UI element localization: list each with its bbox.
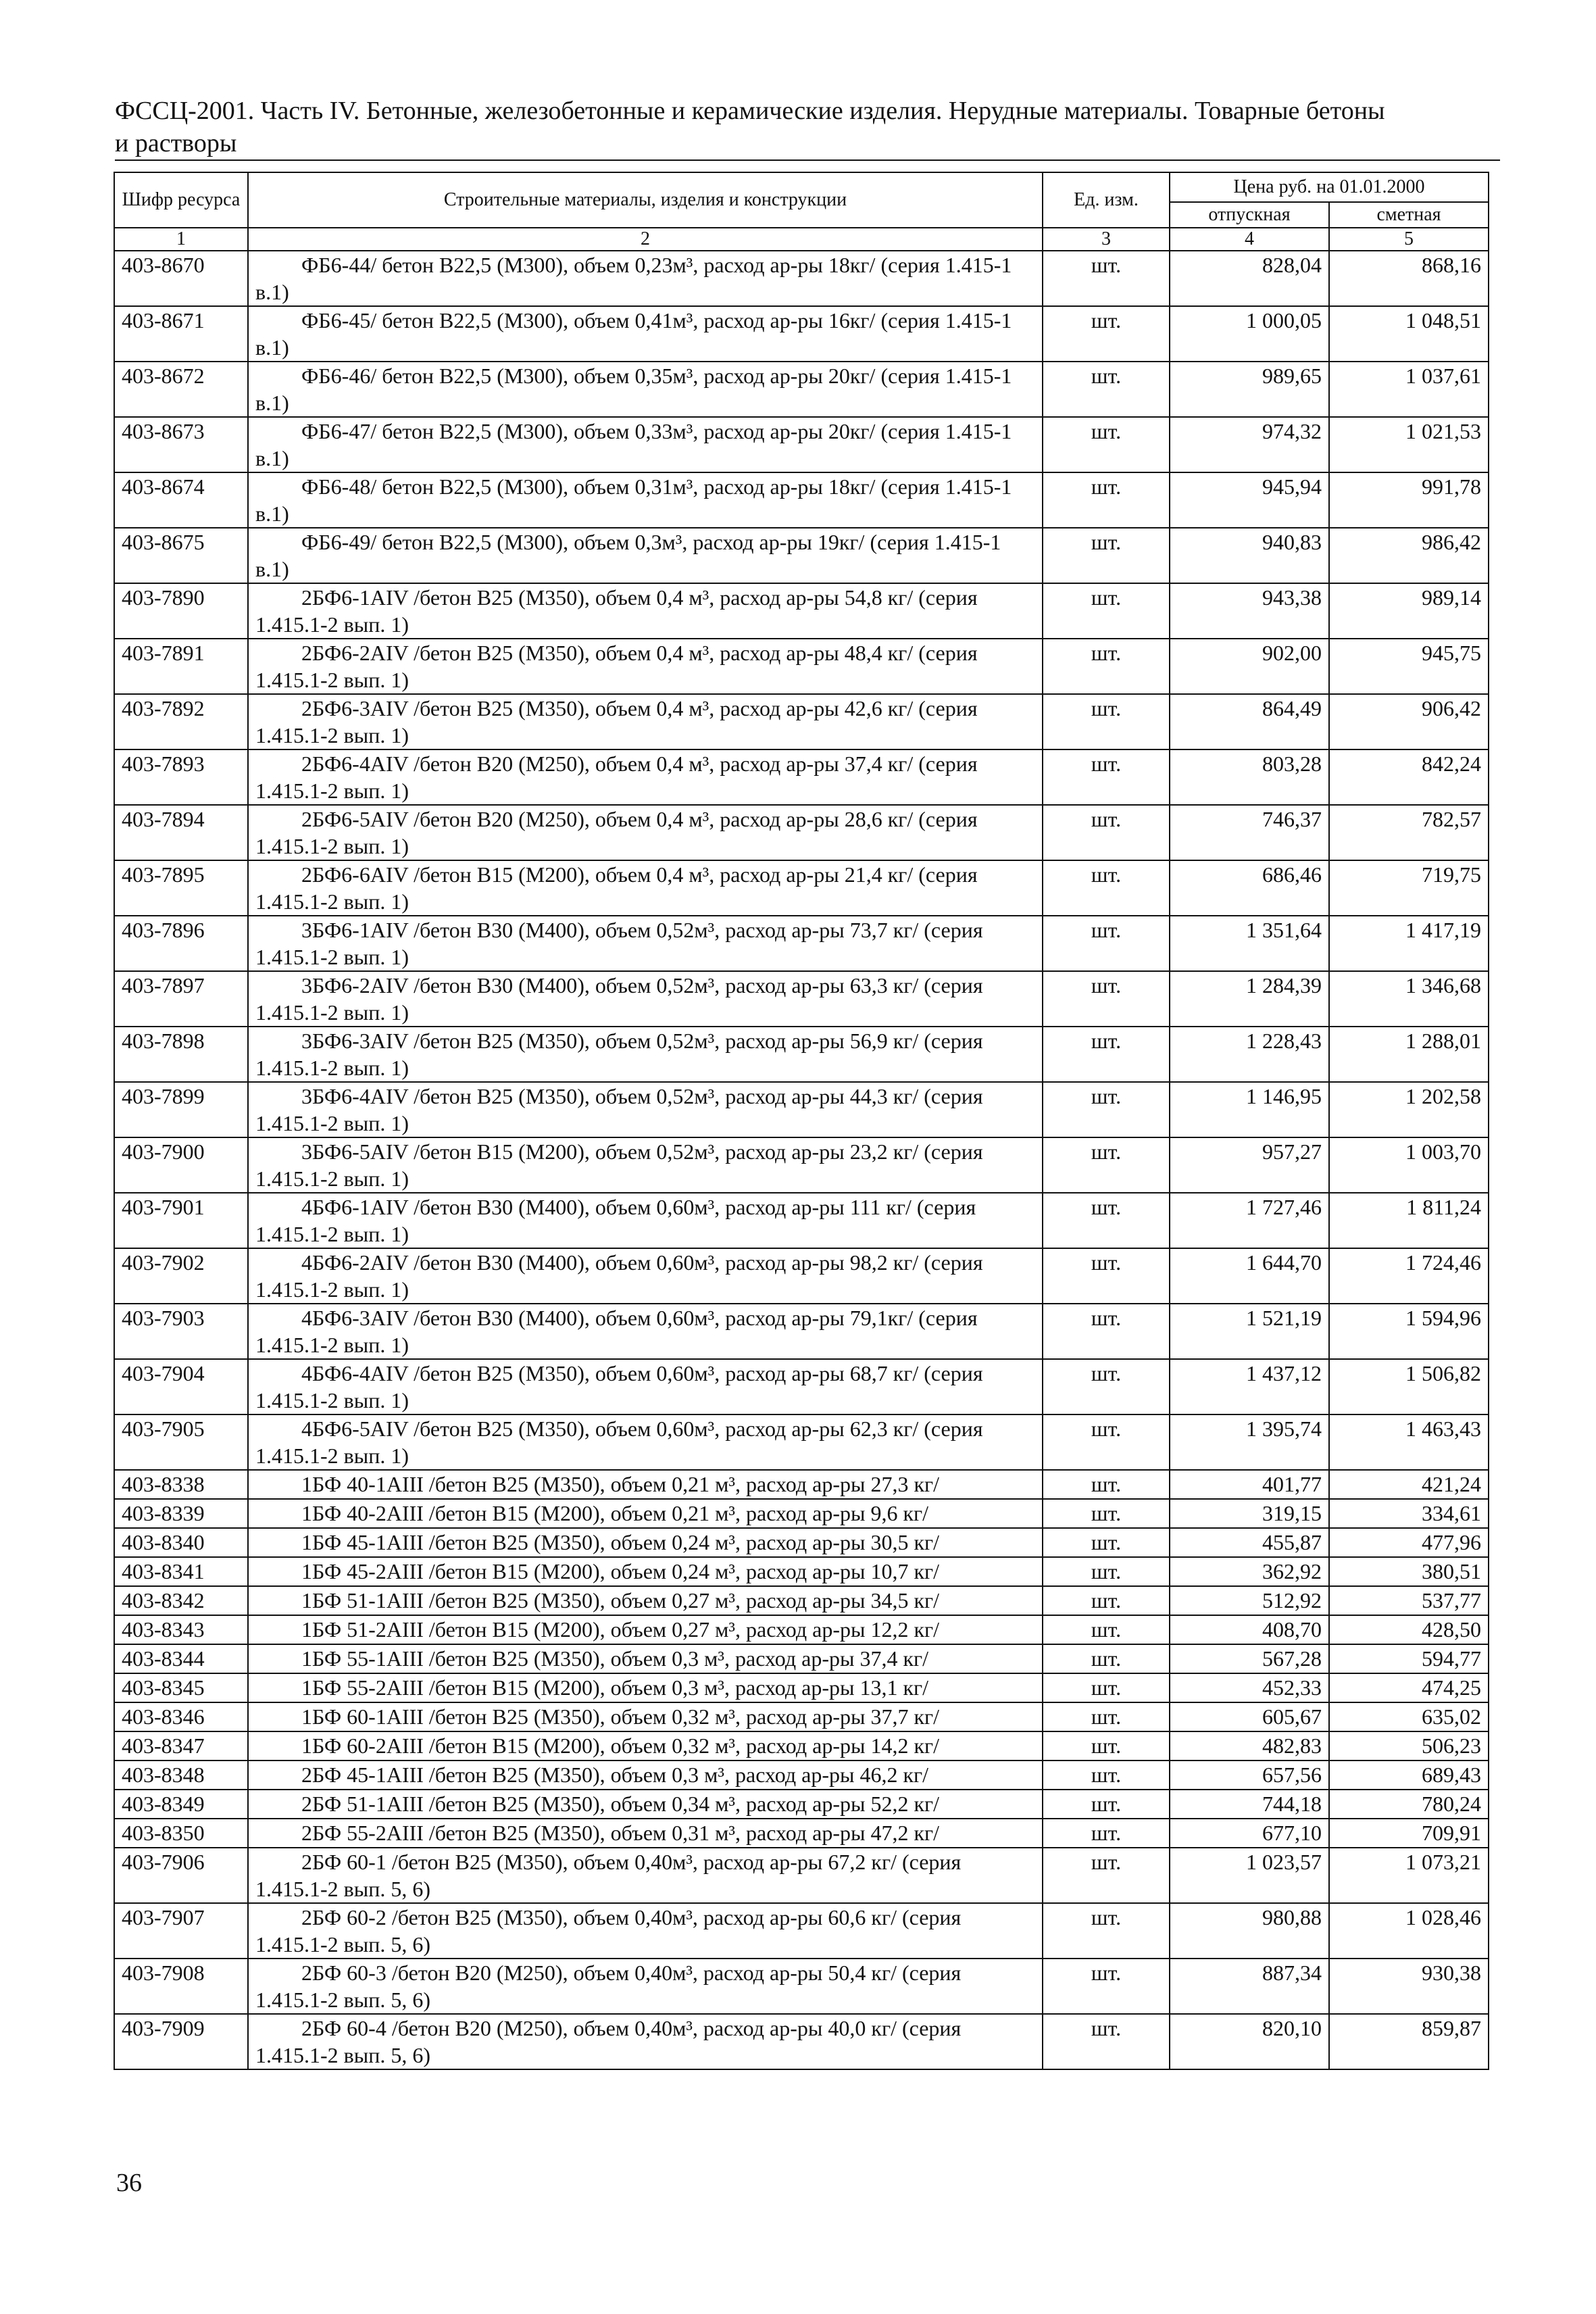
unit-cell: шт. xyxy=(1043,528,1170,583)
table-row xyxy=(114,749,1489,805)
material-name-cell: 2БФ 51-1AIII /бетон B25 (М350), объем 0,34 м³, расход ар-ры 52,2 кг/ xyxy=(248,1790,1043,1819)
resource-code-cell: 403-8343 xyxy=(114,1615,248,1644)
release-price-cell: 362,92 xyxy=(1170,1557,1329,1586)
unit-cell: шт. xyxy=(1043,1903,1170,1959)
release-price-cell: 980,88 xyxy=(1170,1903,1329,1959)
table-row xyxy=(114,639,1489,694)
release-price-cell: 677,10 xyxy=(1170,1819,1329,1848)
table-row xyxy=(114,1586,1489,1615)
material-name-cell: 2БФ6-5AIV /бетон B20 (М250), объем 0,4 м³, расход ар-ры 28,6 кг/ (серия 1.415.1-2 вып. 1) xyxy=(248,805,1043,860)
material-name-cell: 3БФ6-4AIV /бетон B25 (М350), объем 0,52м³, расход ар-ры 44,3 кг/ (серия 1.415.1-2 вып. 1) xyxy=(248,1082,1043,1137)
column-number: 5 xyxy=(1329,228,1489,251)
release-price-cell: 803,28 xyxy=(1170,749,1329,805)
resource-code-cell: 403-8346 xyxy=(114,1702,248,1731)
release-price-cell: 989,65 xyxy=(1170,362,1329,417)
unit-cell: шт. xyxy=(1043,1248,1170,1304)
estimate-price-cell: 1 594,96 xyxy=(1329,1304,1489,1359)
material-name-cell: 1БФ 45-1AIII /бетон B25 (М350), объем 0,24 м³, расход ар-ры 30,5 кг/ xyxy=(248,1528,1043,1557)
release-price-cell: 482,83 xyxy=(1170,1731,1329,1761)
estimate-price-cell: 1 346,68 xyxy=(1329,971,1489,1027)
material-name-cell: 1БФ 60-1AIII /бетон B25 (М350), объем 0,32 м³, расход ар-ры 37,7 кг/ xyxy=(248,1702,1043,1731)
material-name-cell: 4БФ6-2AIV /бетон B30 (М400), объем 0,60м³, расход ар-ры 98,2 кг/ (серия 1.415.1-2 вып. 1) xyxy=(248,1248,1043,1304)
unit-cell: шт. xyxy=(1043,2014,1170,2069)
material-name-cell: 4БФ6-5AIV /бетон B25 (М350), объем 0,60м³, расход ар-ры 62,3 кг/ (серия 1.415.1-2 вып. 1) xyxy=(248,1414,1043,1470)
header-estimate: сметная xyxy=(1329,202,1489,228)
table-row xyxy=(114,805,1489,860)
table-row xyxy=(114,1470,1489,1499)
table-row xyxy=(114,1248,1489,1304)
table-row xyxy=(114,694,1489,749)
material-name-cell: 1БФ 55-1AIII /бетон B25 (М350), объем 0,3 м³, расход ар-ры 37,4 кг/ xyxy=(248,1644,1043,1673)
release-price-cell: 864,49 xyxy=(1170,694,1329,749)
estimate-price-cell: 780,24 xyxy=(1329,1790,1489,1819)
resource-code-cell: 403-7899 xyxy=(114,1082,248,1137)
unit-cell: шт. xyxy=(1043,1848,1170,1903)
release-price-cell: 401,77 xyxy=(1170,1470,1329,1499)
estimate-price-cell: 506,23 xyxy=(1329,1731,1489,1761)
unit-cell: шт. xyxy=(1043,1359,1170,1414)
material-name-cell: ФБ6-47/ бетон B22,5 (М300), объем 0,33м³, расход ар-ры 20кг/ (серия 1.415-1 в.1) xyxy=(248,417,1043,472)
table-row xyxy=(114,472,1489,528)
table-row xyxy=(114,1790,1489,1819)
release-price-cell: 940,83 xyxy=(1170,528,1329,583)
release-price-cell: 1 023,57 xyxy=(1170,1848,1329,1903)
table-row xyxy=(114,1304,1489,1359)
table-row xyxy=(114,583,1489,639)
estimate-price-cell: 428,50 xyxy=(1329,1615,1489,1644)
estimate-price-cell: 991,78 xyxy=(1329,472,1489,528)
material-name-cell: 3БФ6-2AIV /бетон B30 (М400), объем 0,52м³, расход ар-ры 63,3 кг/ (серия 1.415.1-2 вып. 1) xyxy=(248,971,1043,1027)
resource-code-cell: 403-8675 xyxy=(114,528,248,583)
resource-code-cell: 403-8340 xyxy=(114,1528,248,1557)
material-name-cell: 2БФ6-1AIV /бетон B25 (М350), объем 0,4 м³, расход ар-ры 54,8 кг/ (серия 1.415.1-2 вып. 1) xyxy=(248,583,1043,639)
release-price-cell: 1 521,19 xyxy=(1170,1304,1329,1359)
resource-code-cell: 403-7902 xyxy=(114,1248,248,1304)
release-price-cell: 455,87 xyxy=(1170,1528,1329,1557)
release-price-cell: 408,70 xyxy=(1170,1615,1329,1644)
unit-cell: шт. xyxy=(1043,1959,1170,2014)
unit-cell: шт. xyxy=(1043,1644,1170,1673)
material-name-cell: 1БФ 51-1AIII /бетон B25 (М350), объем 0,27 м³, расход ар-ры 34,5 кг/ xyxy=(248,1586,1043,1615)
unit-cell: шт. xyxy=(1043,1702,1170,1731)
unit-cell: шт. xyxy=(1043,749,1170,805)
release-price-cell: 902,00 xyxy=(1170,639,1329,694)
unit-cell: шт. xyxy=(1043,1304,1170,1359)
table-row xyxy=(114,1137,1489,1193)
release-price-cell: 1 437,12 xyxy=(1170,1359,1329,1414)
estimate-price-cell: 1 724,46 xyxy=(1329,1248,1489,1304)
estimate-price-cell: 1 202,58 xyxy=(1329,1082,1489,1137)
table-row xyxy=(114,1819,1489,1848)
estimate-price-cell: 930,38 xyxy=(1329,1959,1489,2014)
material-name-cell: 1БФ 40-2AIII /бетон B15 (М200), объем 0,21 м³, расход ар-ры 9,6 кг/ xyxy=(248,1499,1043,1528)
release-price-cell: 974,32 xyxy=(1170,417,1329,472)
material-name-cell: 1БФ 55-2AIII /бетон B15 (М200), объем 0,3 м³, расход ар-ры 13,1 кг/ xyxy=(248,1673,1043,1702)
resource-code-cell: 403-7892 xyxy=(114,694,248,749)
unit-cell: шт. xyxy=(1043,1819,1170,1848)
material-name-cell: 2БФ 60-4 /бетон B20 (М250), объем 0,40м³, расход ар-ры 40,0 кг/ (серия 1.415.1-2 вып. 5, 6) xyxy=(248,2014,1043,2069)
resource-code-cell: 403-8673 xyxy=(114,417,248,472)
unit-cell: шт. xyxy=(1043,639,1170,694)
unit-cell: шт. xyxy=(1043,1027,1170,1082)
unit-cell: шт. xyxy=(1043,1193,1170,1248)
resource-code-cell: 403-8670 xyxy=(114,251,248,306)
resource-code-cell: 403-7909 xyxy=(114,2014,248,2069)
table-row xyxy=(114,306,1489,362)
estimate-price-cell: 906,42 xyxy=(1329,694,1489,749)
release-price-cell: 820,10 xyxy=(1170,2014,1329,2069)
unit-cell: шт. xyxy=(1043,1731,1170,1761)
unit-cell: шт. xyxy=(1043,306,1170,362)
table-row xyxy=(114,528,1489,583)
release-price-cell: 605,67 xyxy=(1170,1702,1329,1731)
estimate-price-cell: 986,42 xyxy=(1329,528,1489,583)
resource-code-cell: 403-7897 xyxy=(114,971,248,1027)
resource-code-cell: 403-8339 xyxy=(114,1499,248,1528)
release-price-cell: 319,15 xyxy=(1170,1499,1329,1528)
release-price-cell: 567,28 xyxy=(1170,1644,1329,1673)
unit-cell: шт. xyxy=(1043,1499,1170,1528)
resource-code-cell: 403-7908 xyxy=(114,1959,248,2014)
release-price-cell: 744,18 xyxy=(1170,1790,1329,1819)
table-row xyxy=(114,2014,1489,2069)
release-price-cell: 1 228,43 xyxy=(1170,1027,1329,1082)
resource-code-cell: 403-8344 xyxy=(114,1644,248,1673)
resource-code-cell: 403-7903 xyxy=(114,1304,248,1359)
unit-cell: шт. xyxy=(1043,1414,1170,1470)
release-price-cell: 828,04 xyxy=(1170,251,1329,306)
table-row xyxy=(114,860,1489,916)
unit-cell: шт. xyxy=(1043,1586,1170,1615)
material-name-cell: 2БФ6-4AIV /бетон B20 (М250), объем 0,4 м³, расход ар-ры 37,4 кг/ (серия 1.415.1-2 вып. 1) xyxy=(248,749,1043,805)
resource-code-cell: 403-8341 xyxy=(114,1557,248,1586)
resource-code-cell: 403-7894 xyxy=(114,805,248,860)
estimate-price-cell: 859,87 xyxy=(1329,2014,1489,2069)
material-name-cell: 2БФ6-3AIV /бетон B25 (М350), объем 0,4 м³, расход ар-ры 42,6 кг/ (серия 1.415.1-2 вып. 1) xyxy=(248,694,1043,749)
resource-code-cell: 403-8674 xyxy=(114,472,248,528)
table-row xyxy=(114,362,1489,417)
unit-cell: шт. xyxy=(1043,583,1170,639)
release-price-cell: 1 146,95 xyxy=(1170,1082,1329,1137)
material-name-cell: 1БФ 45-2AIII /бетон B15 (М200), объем 0,24 м³, расход ар-ры 10,7 кг/ xyxy=(248,1557,1043,1586)
estimate-price-cell: 1 037,61 xyxy=(1329,362,1489,417)
table-row xyxy=(114,916,1489,971)
unit-cell: шт. xyxy=(1043,694,1170,749)
resource-code-cell: 403-8349 xyxy=(114,1790,248,1819)
material-name-cell: 2БФ6-2AIV /бетон B25 (М350), объем 0,4 м³, расход ар-ры 48,4 кг/ (серия 1.415.1-2 вып. 1) xyxy=(248,639,1043,694)
table-row xyxy=(114,1903,1489,1959)
resource-code-cell: 403-8338 xyxy=(114,1470,248,1499)
table-row xyxy=(114,1761,1489,1790)
price-table xyxy=(114,172,1489,2070)
release-price-cell: 746,37 xyxy=(1170,805,1329,860)
table-row xyxy=(114,971,1489,1027)
estimate-price-cell: 1 463,43 xyxy=(1329,1414,1489,1470)
column-number: 4 xyxy=(1170,228,1329,251)
resource-code-cell: 403-7906 xyxy=(114,1848,248,1903)
material-name-cell: 2БФ6-6AIV /бетон B15 (М200), объем 0,4 м³, расход ар-ры 21,4 кг/ (серия 1.415.1-2 вып. 1) xyxy=(248,860,1043,916)
estimate-price-cell: 1 048,51 xyxy=(1329,306,1489,362)
estimate-price-cell: 945,75 xyxy=(1329,639,1489,694)
estimate-price-cell: 1 021,53 xyxy=(1329,417,1489,472)
material-name-cell: ФБ6-44/ бетон B22,5 (М300), объем 0,23м³, расход ар-ры 18кг/ (серия 1.415-1 в.1) xyxy=(248,251,1043,306)
resource-code-cell: 403-7890 xyxy=(114,583,248,639)
estimate-price-cell: 474,25 xyxy=(1329,1673,1489,1702)
resource-code-cell: 403-7896 xyxy=(114,916,248,971)
estimate-price-cell: 334,61 xyxy=(1329,1499,1489,1528)
estimate-price-cell: 594,77 xyxy=(1329,1644,1489,1673)
unit-cell: шт. xyxy=(1043,1557,1170,1586)
table-row xyxy=(114,1959,1489,2014)
estimate-price-cell: 1 073,21 xyxy=(1329,1848,1489,1903)
resource-code-cell: 403-8345 xyxy=(114,1673,248,1702)
estimate-price-cell: 1 506,82 xyxy=(1329,1359,1489,1414)
estimate-price-cell: 1 028,46 xyxy=(1329,1903,1489,1959)
table-row xyxy=(114,1702,1489,1731)
header-release: отпускная xyxy=(1170,202,1329,228)
material-name-cell: 1БФ 51-2AIII /бетон B15 (М200), объем 0,27 м³, расход ар-ры 12,2 кг/ xyxy=(248,1615,1043,1644)
material-name-cell: 4БФ6-3AIV /бетон B30 (М400), объем 0,60м³, расход ар-ры 79,1кг/ (серия 1.415.1-2 вып. 1) xyxy=(248,1304,1043,1359)
estimate-price-cell: 689,43 xyxy=(1329,1761,1489,1790)
release-price-cell: 1 284,39 xyxy=(1170,971,1329,1027)
table-row xyxy=(114,1731,1489,1761)
resource-code-cell: 403-8672 xyxy=(114,362,248,417)
estimate-price-cell: 380,51 xyxy=(1329,1557,1489,1586)
resource-code-cell: 403-7905 xyxy=(114,1414,248,1470)
resource-code-cell: 403-7893 xyxy=(114,749,248,805)
material-name-cell: 4БФ6-4AIV /бетон B25 (М350), объем 0,60м³, расход ар-ры 68,7 кг/ (серия 1.415.1-2 вып. 1) xyxy=(248,1359,1043,1414)
material-name-cell: 2БФ 60-1 /бетон B25 (М350), объем 0,40м³, расход ар-ры 67,2 кг/ (серия 1.415.1-2 вып. 5, 6) xyxy=(248,1848,1043,1903)
resource-code-cell: 403-7900 xyxy=(114,1137,248,1193)
material-name-cell: ФБ6-48/ бетон B22,5 (М300), объем 0,31м³, расход ар-ры 18кг/ (серия 1.415-1 в.1) xyxy=(248,472,1043,528)
table-row xyxy=(114,1499,1489,1528)
unit-cell: шт. xyxy=(1043,1082,1170,1137)
estimate-price-cell: 537,77 xyxy=(1329,1586,1489,1615)
table-row xyxy=(114,1673,1489,1702)
release-price-cell: 957,27 xyxy=(1170,1137,1329,1193)
release-price-cell: 657,56 xyxy=(1170,1761,1329,1790)
unit-cell: шт. xyxy=(1043,472,1170,528)
estimate-price-cell: 421,24 xyxy=(1329,1470,1489,1499)
estimate-price-cell: 842,24 xyxy=(1329,749,1489,805)
table-row xyxy=(114,1848,1489,1903)
page-header xyxy=(115,95,1500,159)
header-line-1: ФССЦ-2001. Часть IV. Бетонные, железобетонные и керамические изделия. Нерудные материалы. Товарные бетоны xyxy=(115,97,1385,125)
table-row xyxy=(114,1414,1489,1470)
unit-cell: шт. xyxy=(1043,1470,1170,1499)
material-name-cell: 3БФ6-1AIV /бетон B30 (М400), объем 0,52м³, расход ар-ры 73,7 кг/ (серия 1.415.1-2 вып. 1) xyxy=(248,916,1043,971)
table-row xyxy=(114,1359,1489,1414)
unit-cell: шт. xyxy=(1043,362,1170,417)
column-number: 3 xyxy=(1043,228,1170,251)
material-name-cell: ФБ6-49/ бетон B22,5 (М300), объем 0,3м³, расход ар-ры 19кг/ (серия 1.415-1 в.1) xyxy=(248,528,1043,583)
unit-cell: шт. xyxy=(1043,860,1170,916)
resource-code-cell: 403-7898 xyxy=(114,1027,248,1082)
release-price-cell: 512,92 xyxy=(1170,1586,1329,1615)
material-name-cell: 2БФ 55-2AIII /бетон B25 (М350), объем 0,31 м³, расход ар-ры 47,2 кг/ xyxy=(248,1819,1043,1848)
table-row xyxy=(114,251,1489,306)
release-price-cell: 686,46 xyxy=(1170,860,1329,916)
header-unit: Ед. изм. xyxy=(1043,172,1170,228)
estimate-price-cell: 477,96 xyxy=(1329,1528,1489,1557)
material-name-cell: 2БФ 60-2 /бетон B25 (М350), объем 0,40м³, расход ар-ры 60,6 кг/ (серия 1.415.1-2 вып. 5, 6) xyxy=(248,1903,1043,1959)
resource-code-cell: 403-7904 xyxy=(114,1359,248,1414)
table-row xyxy=(114,1557,1489,1586)
header-name: Строительные материалы, изделия и конструкции xyxy=(248,172,1043,228)
estimate-price-cell: 709,91 xyxy=(1329,1819,1489,1848)
material-name-cell: 2БФ 45-1AIII /бетон B25 (М350), объем 0,3 м³, расход ар-ры 46,2 кг/ xyxy=(248,1761,1043,1790)
material-name-cell: 2БФ 60-3 /бетон B20 (М250), объем 0,40м³, расход ар-ры 50,4 кг/ (серия 1.415.1-2 вып. 5, 6) xyxy=(248,1959,1043,2014)
material-name-cell: ФБ6-46/ бетон B22,5 (М300), объем 0,35м³, расход ар-ры 20кг/ (серия 1.415-1 в.1) xyxy=(248,362,1043,417)
estimate-price-cell: 1 417,19 xyxy=(1329,916,1489,971)
material-name-cell: 1БФ 60-2AIII /бетон B15 (М200), объем 0,32 м³, расход ар-ры 14,2 кг/ xyxy=(248,1731,1043,1761)
table-row xyxy=(114,1528,1489,1557)
resource-code-cell: 403-7907 xyxy=(114,1903,248,1959)
unit-cell: шт. xyxy=(1043,1673,1170,1702)
material-name-cell: 1БФ 40-1AIII /бетон B25 (М350), объем 0,21 м³, расход ар-ры 27,3 кг/ xyxy=(248,1470,1043,1499)
unit-cell: шт. xyxy=(1043,1761,1170,1790)
estimate-price-cell: 782,57 xyxy=(1329,805,1489,860)
header-line-2: и растворы xyxy=(115,129,237,157)
table-row xyxy=(114,417,1489,472)
resource-code-cell: 403-7901 xyxy=(114,1193,248,1248)
unit-cell: шт. xyxy=(1043,1137,1170,1193)
unit-cell: шт. xyxy=(1043,417,1170,472)
header-code: Шифр ресурса xyxy=(114,172,248,228)
resource-code-cell: 403-7891 xyxy=(114,639,248,694)
resource-code-cell: 403-8342 xyxy=(114,1586,248,1615)
material-name-cell: 3БФ6-5AIV /бетон B15 (М200), объем 0,52м³, расход ар-ры 23,2 кг/ (серия 1.415.1-2 вып. 1) xyxy=(248,1137,1043,1193)
material-name-cell: ФБ6-45/ бетон B22,5 (М300), объем 0,41м³, расход ар-ры 16кг/ (серия 1.415-1 в.1) xyxy=(248,306,1043,362)
unit-cell: шт. xyxy=(1043,805,1170,860)
release-price-cell: 1 395,74 xyxy=(1170,1414,1329,1470)
estimate-price-cell: 868,16 xyxy=(1329,251,1489,306)
release-price-cell: 887,34 xyxy=(1170,1959,1329,2014)
unit-cell: шт. xyxy=(1043,1615,1170,1644)
material-name-cell: 4БФ6-1AIV /бетон B30 (М400), объем 0,60м³, расход ар-ры 111 кг/ (серия 1.415.1-2 вып. 1) xyxy=(248,1193,1043,1248)
unit-cell: шт. xyxy=(1043,251,1170,306)
header-rule xyxy=(115,159,1500,161)
unit-cell: шт. xyxy=(1043,971,1170,1027)
table-row xyxy=(114,1027,1489,1082)
table-row xyxy=(114,1644,1489,1673)
estimate-price-cell: 1 003,70 xyxy=(1329,1137,1489,1193)
header-price: Цена руб. на 01.01.2000 xyxy=(1170,172,1489,202)
column-number: 2 xyxy=(248,228,1043,251)
column-number: 1 xyxy=(114,228,248,251)
table-body xyxy=(114,251,1489,2069)
resource-code-cell: 403-8348 xyxy=(114,1761,248,1790)
table-row xyxy=(114,1615,1489,1644)
table-row xyxy=(114,1193,1489,1248)
estimate-price-cell: 719,75 xyxy=(1329,860,1489,916)
resource-code-cell: 403-7895 xyxy=(114,860,248,916)
estimate-price-cell: 989,14 xyxy=(1329,583,1489,639)
unit-cell: шт. xyxy=(1043,1790,1170,1819)
page-number: 36 xyxy=(116,2169,142,2197)
release-price-cell: 1 644,70 xyxy=(1170,1248,1329,1304)
unit-cell: шт. xyxy=(1043,1528,1170,1557)
table-row xyxy=(114,1082,1489,1137)
release-price-cell: 452,33 xyxy=(1170,1673,1329,1702)
release-price-cell: 945,94 xyxy=(1170,472,1329,528)
release-price-cell: 1 727,46 xyxy=(1170,1193,1329,1248)
resource-code-cell: 403-8671 xyxy=(114,306,248,362)
estimate-price-cell: 1 288,01 xyxy=(1329,1027,1489,1082)
resource-code-cell: 403-8347 xyxy=(114,1731,248,1761)
estimate-price-cell: 635,02 xyxy=(1329,1702,1489,1731)
estimate-price-cell: 1 811,24 xyxy=(1329,1193,1489,1248)
release-price-cell: 1 351,64 xyxy=(1170,916,1329,971)
release-price-cell: 943,38 xyxy=(1170,583,1329,639)
release-price-cell: 1 000,05 xyxy=(1170,306,1329,362)
material-name-cell: 3БФ6-3AIV /бетон B25 (М350), объем 0,52м³, расход ар-ры 56,9 кг/ (серия 1.415.1-2 вып. 1) xyxy=(248,1027,1043,1082)
resource-code-cell: 403-8350 xyxy=(114,1819,248,1848)
unit-cell: шт. xyxy=(1043,916,1170,971)
